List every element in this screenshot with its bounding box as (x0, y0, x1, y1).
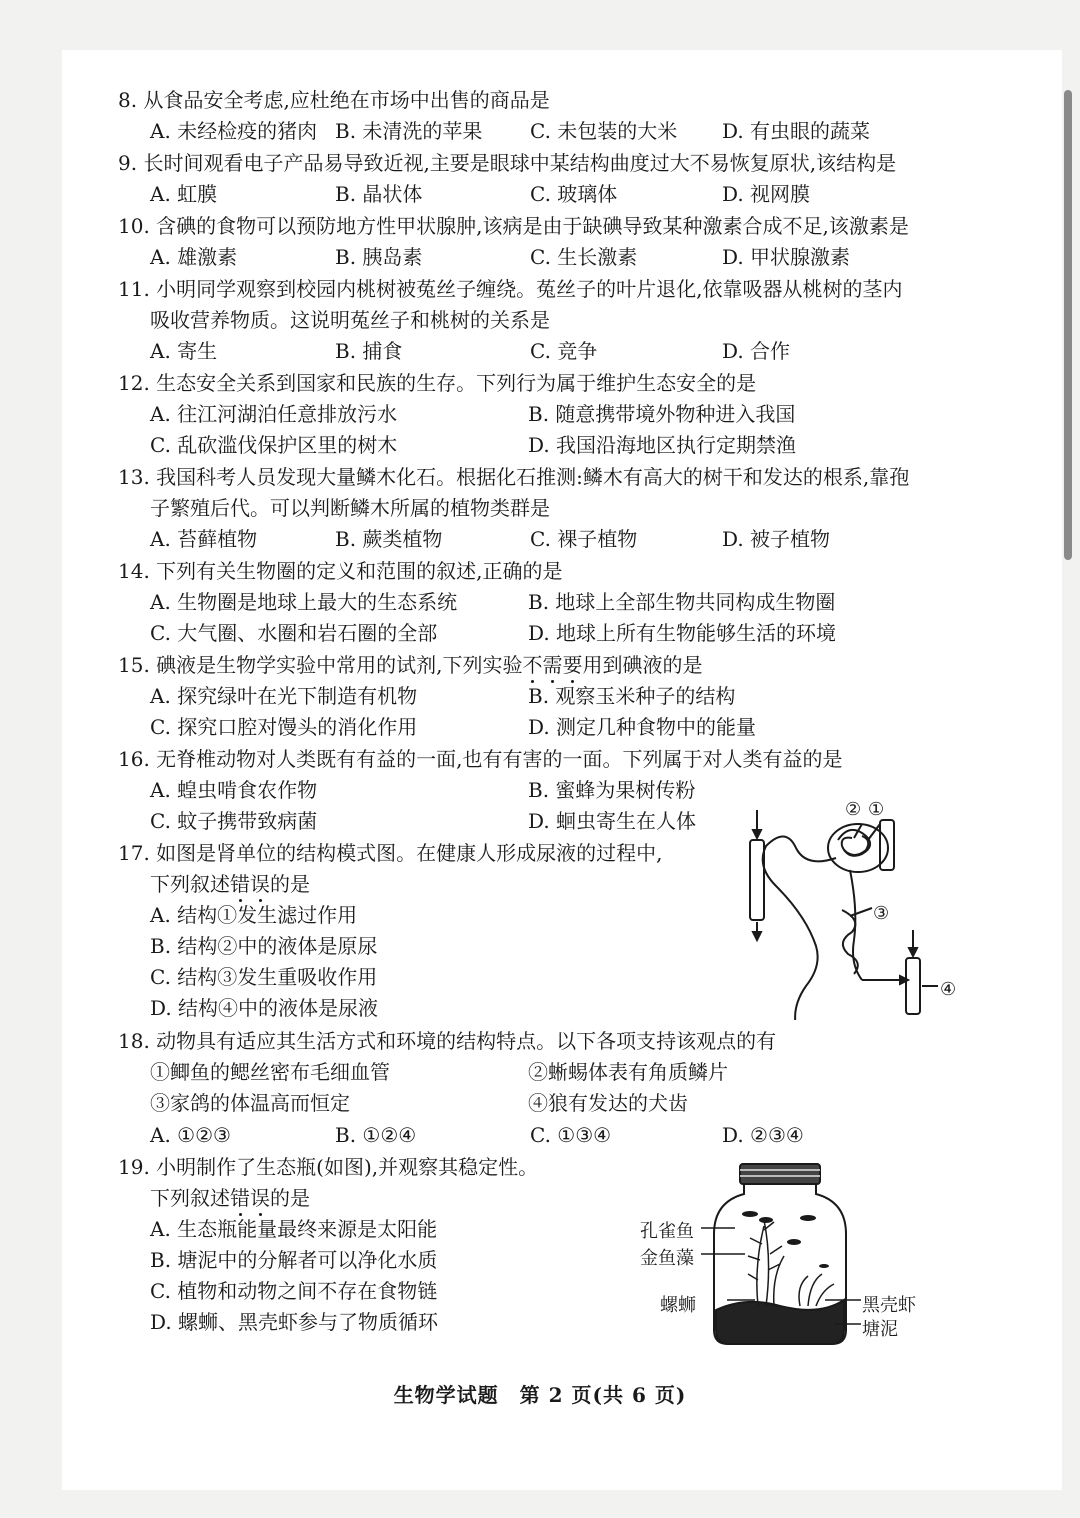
nephron-label-3: ③ (873, 903, 890, 924)
question-19-stem-cont (150, 1183, 310, 1214)
bottle-label-mud: 塘泥 (862, 1319, 898, 1340)
option-a: A. 生物圈是地球上最大的生态系统 (150, 590, 458, 614)
nephron-label-4: ④ (940, 979, 957, 1000)
option-b: B. 未清洗的苹果 (335, 119, 483, 143)
option-d: D. 有虫眼的蔬菜 (722, 119, 871, 143)
emphasis-char: 错 (230, 1183, 250, 1214)
question-14-stem: 14. 下列有关生物圈的定义和范围的叙述,正确的是 (118, 559, 563, 583)
stem-part: 下列叙述 (150, 1186, 230, 1210)
question-13-options (0, 524, 1080, 555)
question-15-stem (118, 650, 703, 681)
option-a: A. 寄生 (150, 339, 218, 363)
emphasis-text (230, 872, 270, 896)
option-a: A. 虹膜 (150, 182, 218, 206)
option-b: B. 蕨类植物 (335, 527, 443, 551)
option-d: D. 蛔虫寄生在人体 (528, 809, 697, 833)
statement-1: ①鲫鱼的鳃丝密布毛细血管 (150, 1060, 390, 1084)
option-b: B. 结构②中的液体是原尿 (150, 934, 378, 958)
option-b: B. ①②④ (335, 1123, 417, 1147)
option-c: C. 结构③发生重吸收作用 (150, 965, 378, 989)
question-12-options-row1 (0, 399, 1080, 430)
question-12-stem: 12. 生态安全关系到国家和民族的生存。下列行为属于维护生态安全的是 (118, 371, 757, 395)
question-15-options-row1 (0, 681, 1080, 712)
bottle-label-shrimp: 黑壳虾 (862, 1295, 916, 1316)
question-18-items-row2 (0, 1088, 1080, 1119)
stem-part: 15. 碘液是生物学实验中常用的试剂,下列实验 (118, 653, 523, 677)
stem-part: 下列叙述 (150, 872, 230, 896)
bottle-leader-lines (695, 1220, 865, 1330)
option-a: A. 生态瓶能量最终来源是太阳能 (150, 1217, 438, 1241)
option-c: C. 乱砍滥伐保护区里的树木 (150, 433, 398, 457)
emphasis-char: 误 (250, 1183, 270, 1214)
bottle-label-hornwort: 金鱼藻 (640, 1248, 694, 1269)
emphasis-char: 不 (523, 650, 543, 681)
option-d: D. 甲状腺激素 (722, 245, 851, 269)
option-a: A. 蝗虫啃食农作物 (150, 778, 318, 802)
emphasis-char: 误 (250, 869, 270, 900)
option-c: C. 裸子植物 (530, 527, 638, 551)
question-15-options-row2 (0, 712, 1080, 743)
option-d: D. 螺蛳、黑壳虾参与了物质循环 (150, 1310, 439, 1334)
question-17-stem: 17. 如图是肾单位的结构模式图。在健康人形成尿液的过程中, (118, 841, 663, 865)
option-b: B. 塘泥中的分解者可以净化水质 (150, 1248, 438, 1272)
option-c: C. 竞争 (530, 339, 598, 363)
option-d: D. 被子植物 (722, 527, 831, 551)
question-9-options (0, 179, 1080, 210)
question-19-stem: 19. 小明制作了生态瓶(如图),并观察其稳定性。 (118, 1155, 539, 1179)
option-b: B. 胰岛素 (335, 245, 423, 269)
bottle-label-snail: 螺蛳 (660, 1295, 696, 1316)
option-a: A. 往江河湖泊任意排放污水 (150, 402, 398, 426)
emphasis-text (230, 1186, 270, 1210)
option-b: B. 随意携带境外物种进入我国 (528, 402, 796, 426)
question-18-options (0, 1120, 1080, 1151)
option-d: D. 合作 (722, 339, 791, 363)
option-c: C. 探究口腔对馒头的消化作用 (150, 715, 418, 739)
question-12-options-row2 (0, 430, 1080, 461)
question-8-stem: 8. 从食品安全考虑,应杜绝在市场中出售的商品是 (118, 88, 550, 112)
question-11-stem: 11. 小明同学观察到校园内桃树被菟丝子缠绕。菟丝子的叶片退化,依靠吸器从桃树的茎内 (118, 277, 903, 301)
question-10-options (0, 242, 1080, 273)
question-10-stem: 10. 含碘的食物可以预防地方性甲状腺肿,该病是由于缺碘导致某种激素合成不足,该激素是 (118, 214, 909, 238)
emphasis-char: 要 (563, 650, 583, 681)
question-14-options-row2 (0, 618, 1080, 649)
option-a: A. 结构①发生滤过作用 (150, 903, 358, 927)
question-18-stem: 18. 动物具有适应其生活方式和环境的结构特点。以下各项支持该观点的有 (118, 1029, 777, 1053)
option-c: C. 蚊子携带致病菌 (150, 809, 318, 833)
emphasis-char: 需 (543, 650, 563, 681)
option-b: B. 观察玉米种子的结构 (528, 684, 736, 708)
option-b: B. 蜜蜂为果树传粉 (528, 778, 696, 802)
option-c: C. 植物和动物之间不存在食物链 (150, 1279, 438, 1303)
question-14-options-row1 (0, 587, 1080, 618)
option-a: A. 雄激素 (150, 245, 238, 269)
option-a: A. 苔藓植物 (150, 527, 258, 551)
option-d: D. 视网膜 (722, 182, 811, 206)
question-18-items-row1 (0, 1057, 1080, 1088)
emphasis-text (523, 653, 583, 677)
option-c: C. ①③④ (530, 1123, 612, 1147)
question-16-options-row1 (0, 775, 740, 806)
option-b: B. 捕食 (335, 339, 403, 363)
option-b: B. 地球上全部生物共同构成生物圈 (528, 590, 836, 614)
question-13-stem-cont: 子繁殖后代。可以判断鳞木所属的植物类群是 (150, 496, 550, 520)
question-13-stem: 13. 我国科考人员发现大量鳞木化石。根据化石推测:鳞木有高大的树干和发达的根系,靠孢 (118, 465, 910, 489)
stem-part: 用到碘液的是 (582, 653, 703, 677)
option-d: D. 测定几种食物中的能量 (528, 715, 757, 739)
option-c: C. 生长激素 (530, 245, 638, 269)
emphasis-char: 错 (230, 869, 250, 900)
option-c: C. 玻璃体 (530, 182, 618, 206)
question-16-options-row2 (0, 806, 740, 837)
stem-part: 的是 (270, 1186, 310, 1210)
page-footer: 生物学试题 第 2 页(共 6 页) (393, 1383, 687, 1407)
question-11-options (0, 336, 1080, 367)
stem-part: 的是 (270, 872, 310, 896)
question-17-stem-cont (150, 869, 310, 900)
option-a: A. 探究绿叶在光下制造有机物 (150, 684, 418, 708)
option-c: C. 未包装的大米 (530, 119, 678, 143)
question-16-stem: 16. 无脊椎动物对人类既有有益的一面,也有有害的一面。下列属于对人类有益的是 (118, 747, 843, 771)
option-b: B. 晶状体 (335, 182, 423, 206)
option-d: D. 地球上所有生物能够生活的环境 (528, 621, 837, 645)
option-a: A. ①②③ (150, 1123, 231, 1147)
option-a: A. 未经检疫的猪肉 (150, 119, 318, 143)
statement-3: ③家鸽的体温高而恒定 (150, 1091, 350, 1115)
nephron-label-2: ② (845, 799, 862, 820)
bottle-label-guppy: 孔雀鱼 (640, 1221, 694, 1242)
statement-2: ②蜥蜴体表有角质鳞片 (528, 1060, 728, 1084)
option-d: D. 我国沿海地区执行定期禁渔 (528, 433, 797, 457)
option-d: D. ②③④ (722, 1123, 804, 1147)
question-11-stem-cont: 吸收营养物质。这说明菟丝子和桃树的关系是 (150, 308, 550, 332)
statement-4: ④狼有发达的犬齿 (528, 1091, 688, 1115)
question-8-options (0, 116, 1080, 147)
option-d: D. 结构④中的液体是尿液 (150, 996, 379, 1020)
nephron-label-1: ① (868, 799, 885, 820)
option-c: C. 大气圈、水圈和岩石圈的全部 (150, 621, 438, 645)
question-9-stem: 9. 长时间观看电子产品易导致近视,主要是眼球中某结构曲度过大不易恢复原状,该结构是 (118, 151, 897, 175)
